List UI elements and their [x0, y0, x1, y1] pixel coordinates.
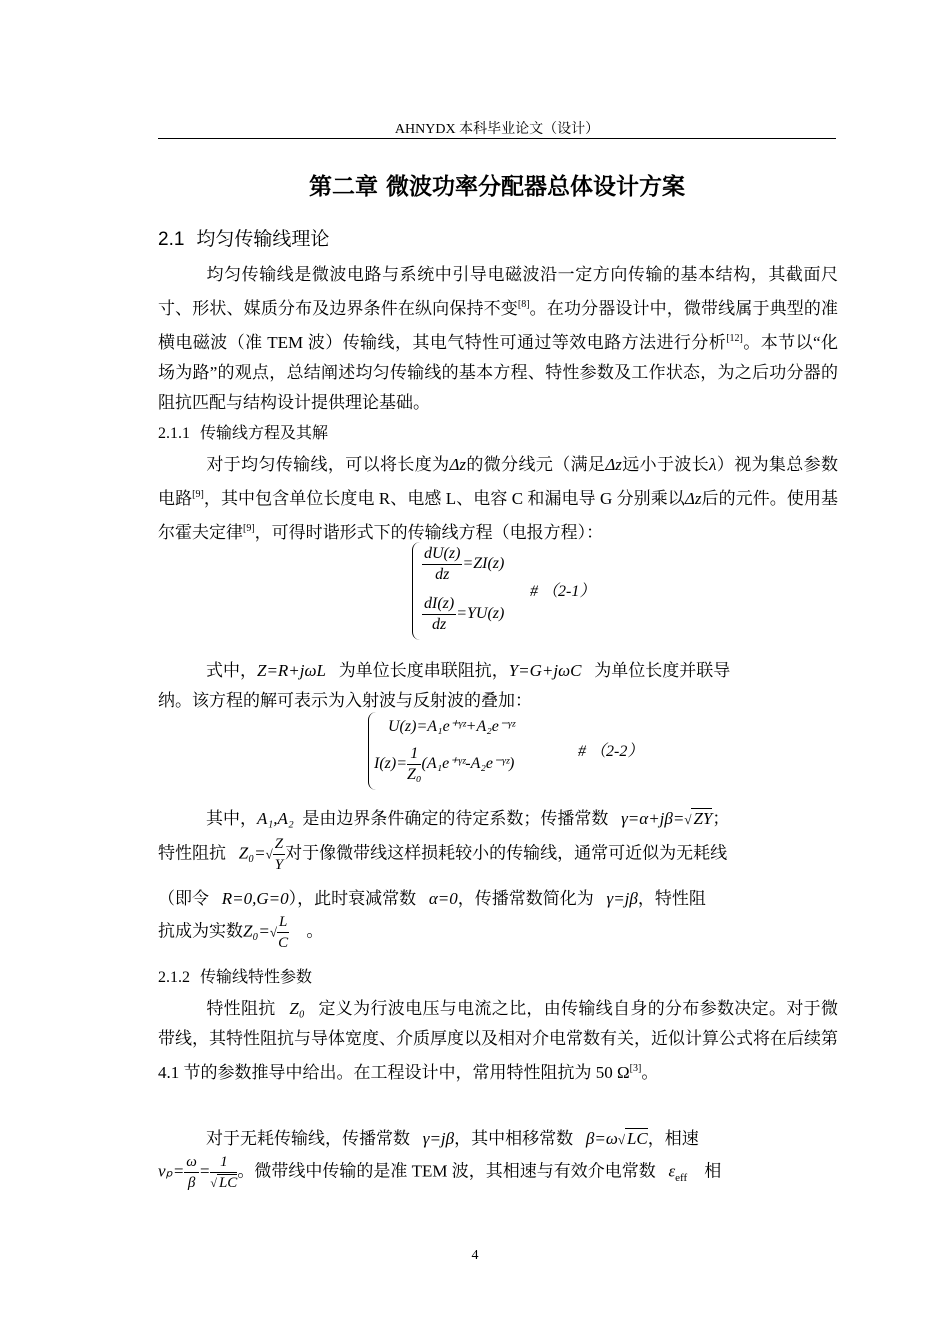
paragraph-params-line3: （即令 R=0,G=0），此时衰减常数 α=0，传播常数简化为 γ=jβ，特性阻	[158, 889, 706, 908]
paragraph-params-line1: 其中，A₁,A₂ 是由边界条件确定的待定系数；传播常数 γ=α+jβ=√ ZY；	[206, 809, 730, 828]
section-title: 均匀传输线理论	[196, 228, 330, 250]
equation-number-2-1: # （2-1）	[530, 583, 596, 600]
section-number: 2.1	[158, 229, 185, 250]
subsection-heading: 2.1.1 传输线方程及其解	[158, 425, 329, 442]
equation-2-2-row1: U(z)=A₁e⁺ᵞᶻ+A₂e⁻ᵞᶻ	[388, 718, 515, 735]
page-number: 4	[471, 1248, 479, 1263]
citation: [8]	[517, 299, 530, 310]
paragraph-impedance-line2: 纳。该方程的解可表示为入射波与反射波的叠加：	[158, 691, 532, 710]
header-rule	[158, 138, 836, 139]
paragraph-transmission-eq: 对于均匀传输线，可以将长度为Δz的微分线元（满足Δz远小于波长λ）视为集总参数电路[9]，其中包含单位长度电 R、电感 L、电容 C 和漏电导 G 分别乘以Δz后的元件。使用基尔霍夫定律[9]，可得时谐形式下的传输线方程（电报方程）：	[158, 455, 839, 542]
paragraph-params-line4: 抗成为实数Z₀=√ $\frac{L}{C}$ 。	[158, 914, 324, 951]
equation-brace	[412, 542, 421, 640]
citation: [9]	[192, 489, 204, 500]
citation: [12]	[726, 333, 743, 344]
citation: [9]	[243, 523, 255, 534]
page-header: AHNYDX 本科毕业论文（设计）	[394, 122, 600, 137]
subsection-heading: 2.1.2 传输线特性参数	[158, 969, 313, 986]
paragraph-lossless-line2: vₚ= $\frac{\omega}{\beta}$ = $\frac{1}{√ LC}$ 。微带线中传输的是准 TEM 波，其相速与有效介电常数 $\varepsilon_{eff}$ 相	[158, 1154, 722, 1191]
paragraph-characteristic-impedance: 特性阻抗 Z₀ 定义为行波电压与电流之比，由传输线自身的分布参数决定。对于微带线，其特性阻抗与导体宽度、介质厚度以及相对介电常数有关，近似计算公式将在后续第 4.1 节的参数推导中给出。在工程设计中，常用特性阻抗为 50 Ω[3]。	[158, 999, 838, 1082]
equation-2-1-row1: $\frac{dU(z)}{dz}$ =ZI(z)	[424, 545, 505, 583]
section-heading	[158, 224, 329, 251]
citation: [3]	[629, 1063, 642, 1074]
equation-2-1-row2: $\frac{dI(z)}{dz}$ =YU(z)	[424, 595, 505, 633]
paragraph-params-line2: 特性阻抗 Z₀=√ $\frac{Z}{Y}$ 对于像微带线这样损耗较小的传输线，通常可近似为无耗线	[158, 836, 728, 873]
equation-number-2-2: # （2-2）	[578, 743, 644, 760]
paragraph-impedance-line1: 式中，Z=R+jωL 为单位长度串联阻抗，Y=G+jωC 为单位长度并联导	[206, 661, 731, 680]
intro-paragraph: 均匀传输线是微波电路与系统中引导电磁波沿一定方向传输的基本结构，其截面尺寸、形状、媒质分布及边界条件在纵向保持不变[8]。在功分器设计中，微带线属于典型的准横电磁波（准 TEM 波）传输线，其电气特性可通过等效电路方法进行分析[12]。本节以“化场为路”的观点，总结阐述均匀传输线的基本方程、特性参数及工作状态，为之后功分器的阻抗匹配与结构设计提供理论基础。	[158, 265, 839, 412]
paragraph-lossless-line1: 对于无耗传输线，传播常数 γ=jβ，其中相移常数 β=ω√ LC，相速	[206, 1129, 699, 1148]
chapter-title: 第二章 微波功率分配器总体设计方案	[308, 174, 685, 200]
equation-2-2-row2: I(z)= $\frac{1}{\text{Z₀}}$ (A₁e⁺ᵞᶻ-A₂e⁻ᵞᶻ)	[374, 745, 515, 783]
